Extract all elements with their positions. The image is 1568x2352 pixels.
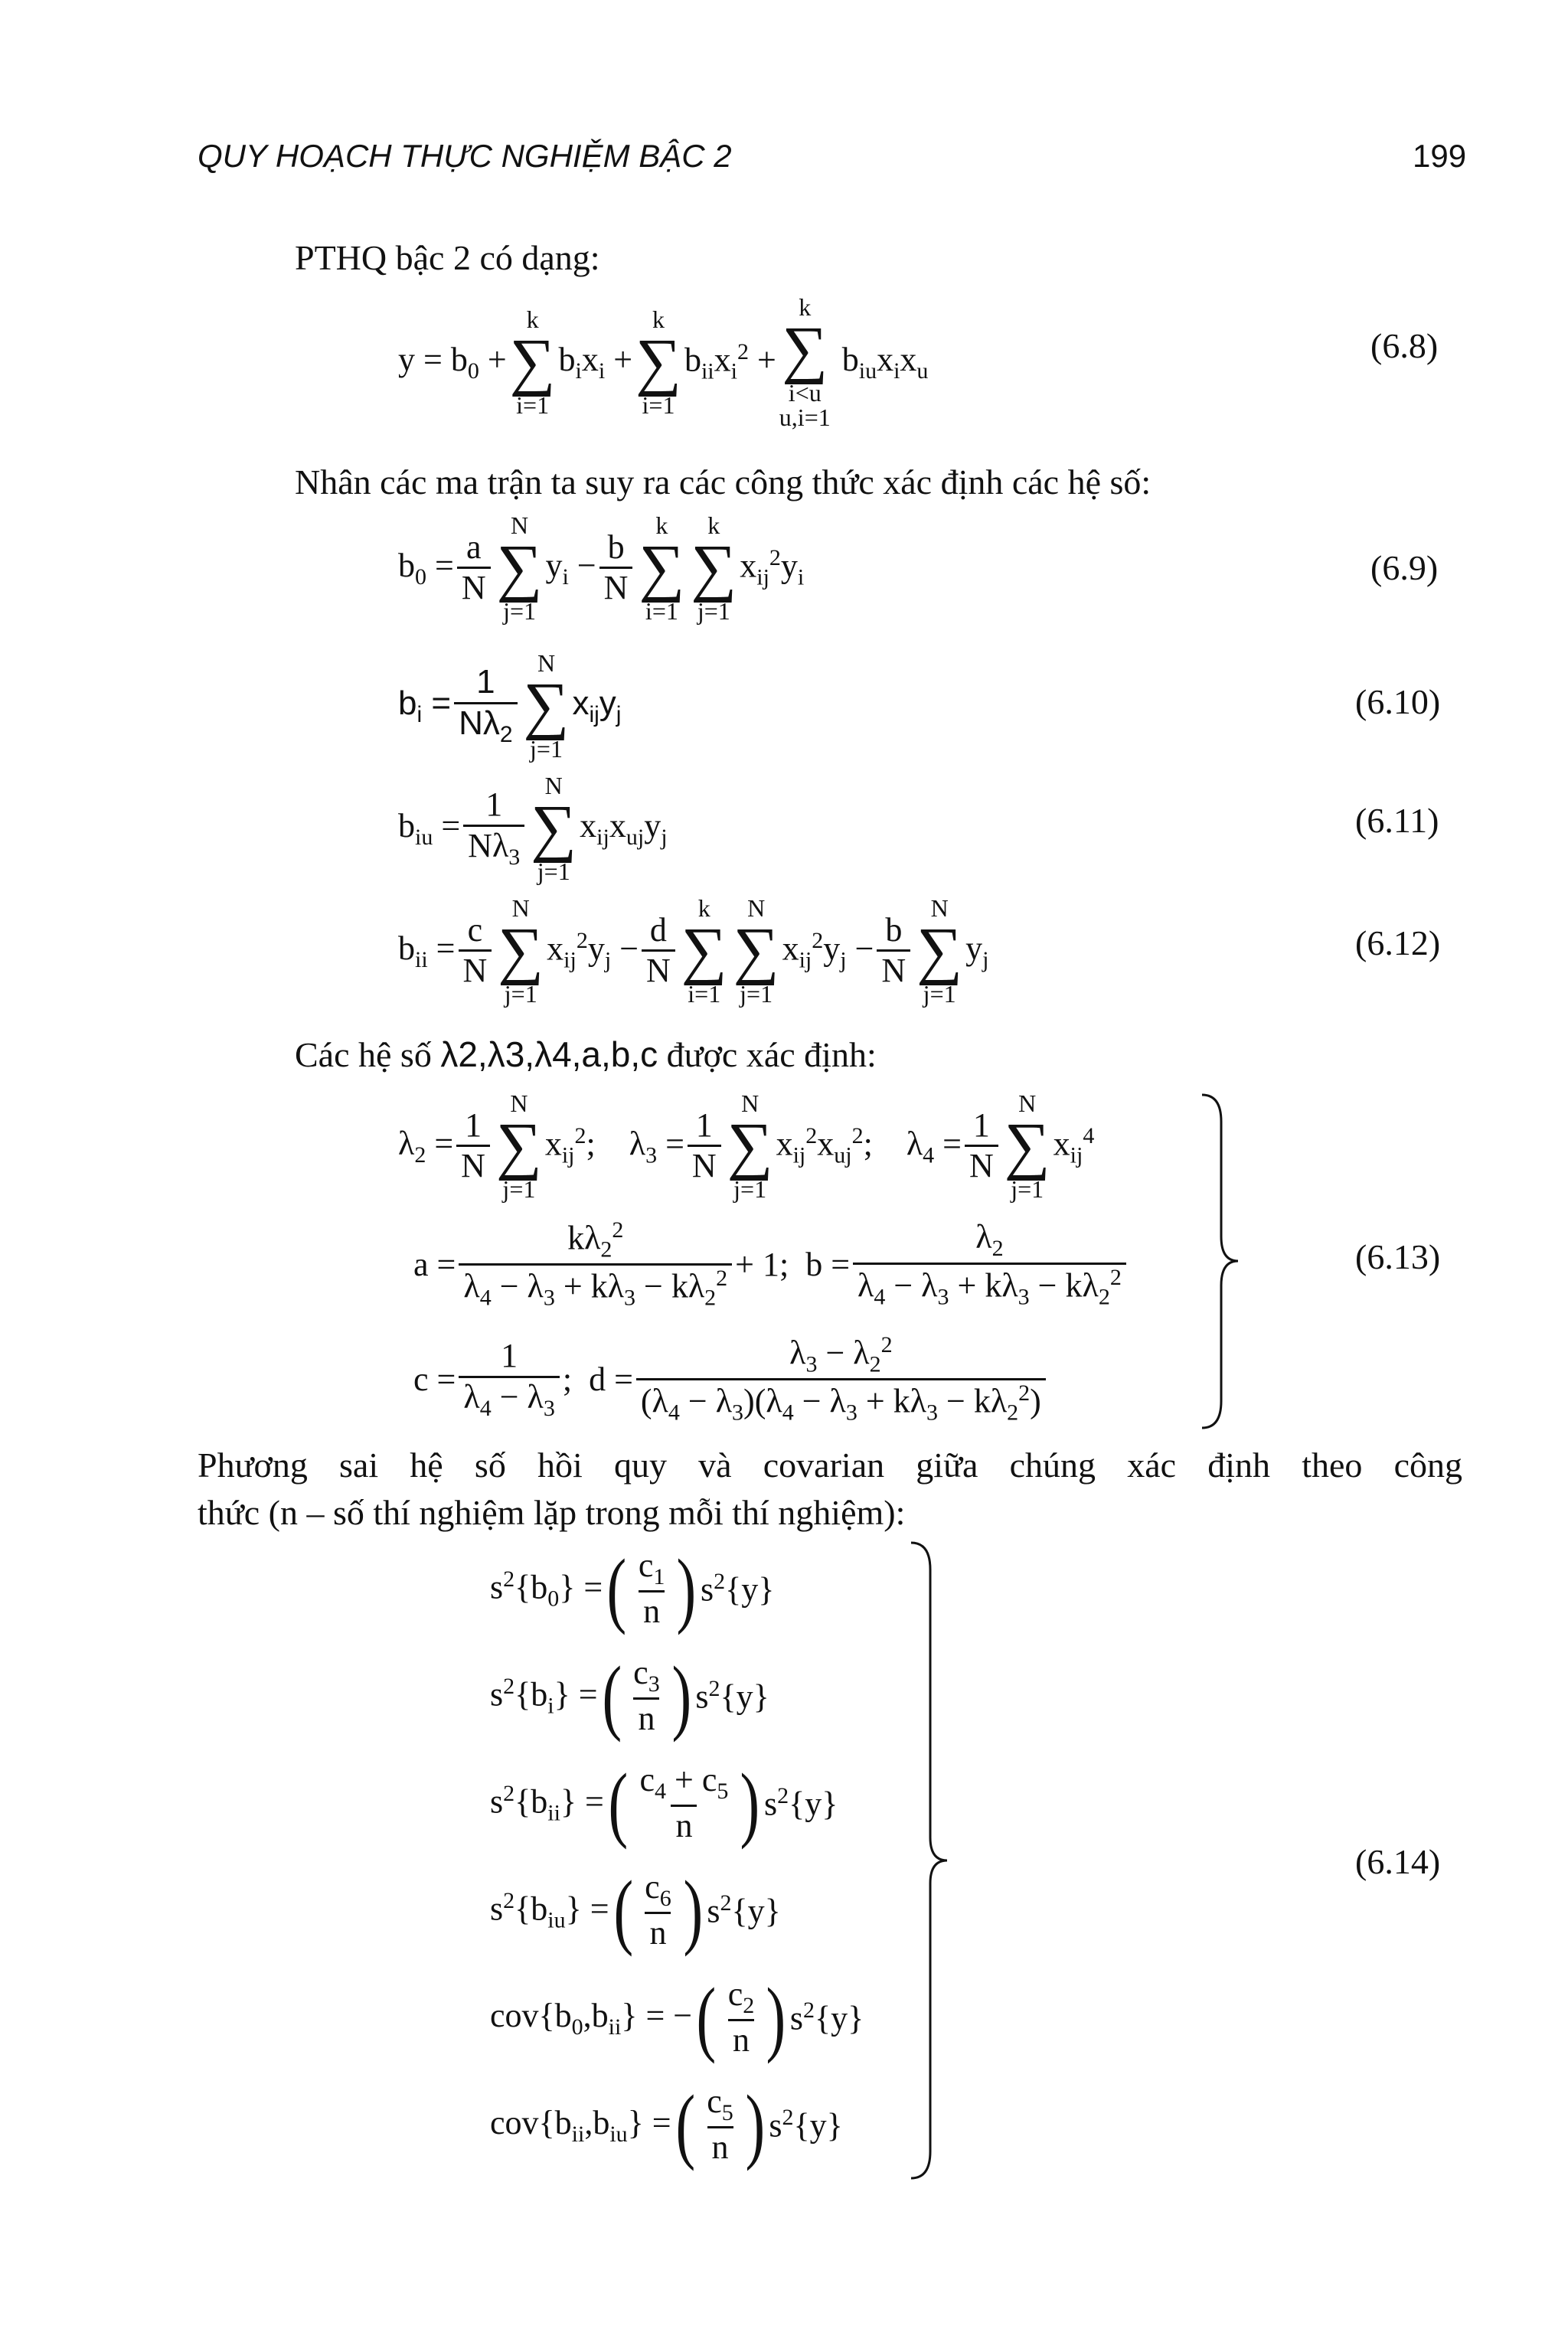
- equation-number: (6.9): [1370, 548, 1439, 587]
- equation-6-14-bi: $s^2\{b_i\}$ = ( $\frac{c_3}{n}$ ) $s^2\{y\}$: [490, 1649, 769, 1743]
- equation-6-14-b0: $s^2\{b_0\}$ = ( $\frac{c_1}{n}$ ) $s^2\{y\}$: [490, 1542, 775, 1636]
- right-brace-icon: [907, 1539, 953, 2182]
- coefficient-text: [295, 1030, 877, 1080]
- equation-number: (6.12): [1355, 923, 1441, 962]
- page-number: 199: [1413, 138, 1467, 174]
- matrix-text: Nhân các ma trận ta suy ra các công thức xác định các hệ số:: [295, 462, 1152, 501]
- equation-number: (6.13): [1355, 1237, 1441, 1276]
- intro-text: PTHQ bậc 2 có dạng:: [295, 238, 600, 277]
- equation-6-8: $y = b_0$ + k ∑ i=1 $b_ix_i$ + k ∑ i=1 $b_{ii}x_i^2$ + k ∑ i<u u,i=1 $b_{iu}x_ix_u$: [398, 293, 929, 431]
- coefficient-text-a: Các hệ số: [295, 1035, 432, 1074]
- variance-text-line2: thức (n – số thí nghiệm lặp trong mỗi thí nghiệm):: [198, 1493, 906, 1532]
- equation-6-14-cov-b0-bii: $cov\{b_0,b_{ii}\}$ = − ( $\frac{c_2}{n}$ ) $s^2\{y\}$: [490, 1971, 864, 2065]
- equation-6-14-cov-bii-biu: $cov\{b_{ii},b_{iu}\}$ = ( $\frac{c_5}{n}$ ) $s^2\{y\}$: [490, 2078, 843, 2172]
- equation-6-13-ab: a = $\frac{k\lambda_2^2}{\lambda_4 - \lambda_3 + k\lambda_3 - k\lambda_2^2}$ + 1; b = $\frac{\lambda_2}{\lambda_4 - \lambda_3 + k\lambda_3 - k\lambda_2^2}$: [413, 1217, 1129, 1312]
- equation-6-9: $b_0$ = $\frac{a}{N}$ N ∑ j=1 $y_i$ − $\frac{b}{N}$ k ∑ i=1 k ∑ j=1 $x_{ij}^2y_i$: [398, 511, 805, 625]
- equation-number: (6.10): [1355, 682, 1441, 721]
- equation-6-14-biu: $s^2\{b_{iu}\}$ = ( $\frac{c_6}{n}$ ) $s^2\{y\}$: [490, 1864, 781, 1958]
- equation-6-13-lambdas: $\lambda_2$ = $\frac{1}{N}$ N ∑ j=1 $x_{ij}^2$; $\lambda_3$ = $\frac{1}{N}$ N ∑ j=1 $x_{ij}^2x_{uj}^2$; $\lambda_4$ = $\frac{1}{N}$ N ∑ j=1 $x_{ij}^4$: [398, 1089, 1095, 1203]
- variance-text-line1: Phương sai hệ số hồi quy và covarian giữa chúng xác định theo công: [198, 1446, 1462, 1485]
- coefficient-symbols: λ2,λ3,λ4,a,b,c: [440, 1034, 658, 1074]
- right-brace-icon: [1198, 1091, 1244, 1432]
- equation-number: (6.14): [1355, 1842, 1441, 1881]
- equation-6-14-bii: $s^2\{b_{ii}\}$ = ( $\frac{c_4 + c_5}{n}$ ) $s^2\{y\}$: [490, 1756, 838, 1851]
- coefficient-text-b: được xác định:: [666, 1035, 877, 1074]
- equation-6-11: $b_{iu}$ = $\frac{1}{N\lambda_3}$ N ∑ j=1 $x_{ij}x_{uj}y_j$: [398, 772, 668, 885]
- equation-6-10: $b_i$ = $\frac{1}{N\lambda_2}$ N ∑ j=1 $x_{ij}y_j$: [398, 649, 622, 763]
- equation-6-12: $b_{ii}$ = $\frac{c}{N}$ N ∑ j=1 $x_{ij}^2y_j$ − $\frac{d}{N}$ k ∑ i=1 N ∑ j=1 $x_{ij}^2y_j$ − $\frac{b}{N}$ N ∑ j=1 $y_j$: [398, 894, 989, 1008]
- running-header: QUY HOẠCH THỰC NGHIỆM BẬC 2: [198, 138, 732, 174]
- equation-number: (6.8): [1370, 326, 1439, 365]
- equation-number: (6.11): [1355, 801, 1439, 840]
- equation-6-13-cd: c = $\frac{1}{\lambda_4 - \lambda_3}$ ; d = $\frac{\lambda_3 - \lambda_2^2}{(\lambda_4 - \lambda_3)(\lambda_4 - \lambda_3 + k\lambda_3 - k\lambda_2^2)}$: [413, 1332, 1049, 1426]
